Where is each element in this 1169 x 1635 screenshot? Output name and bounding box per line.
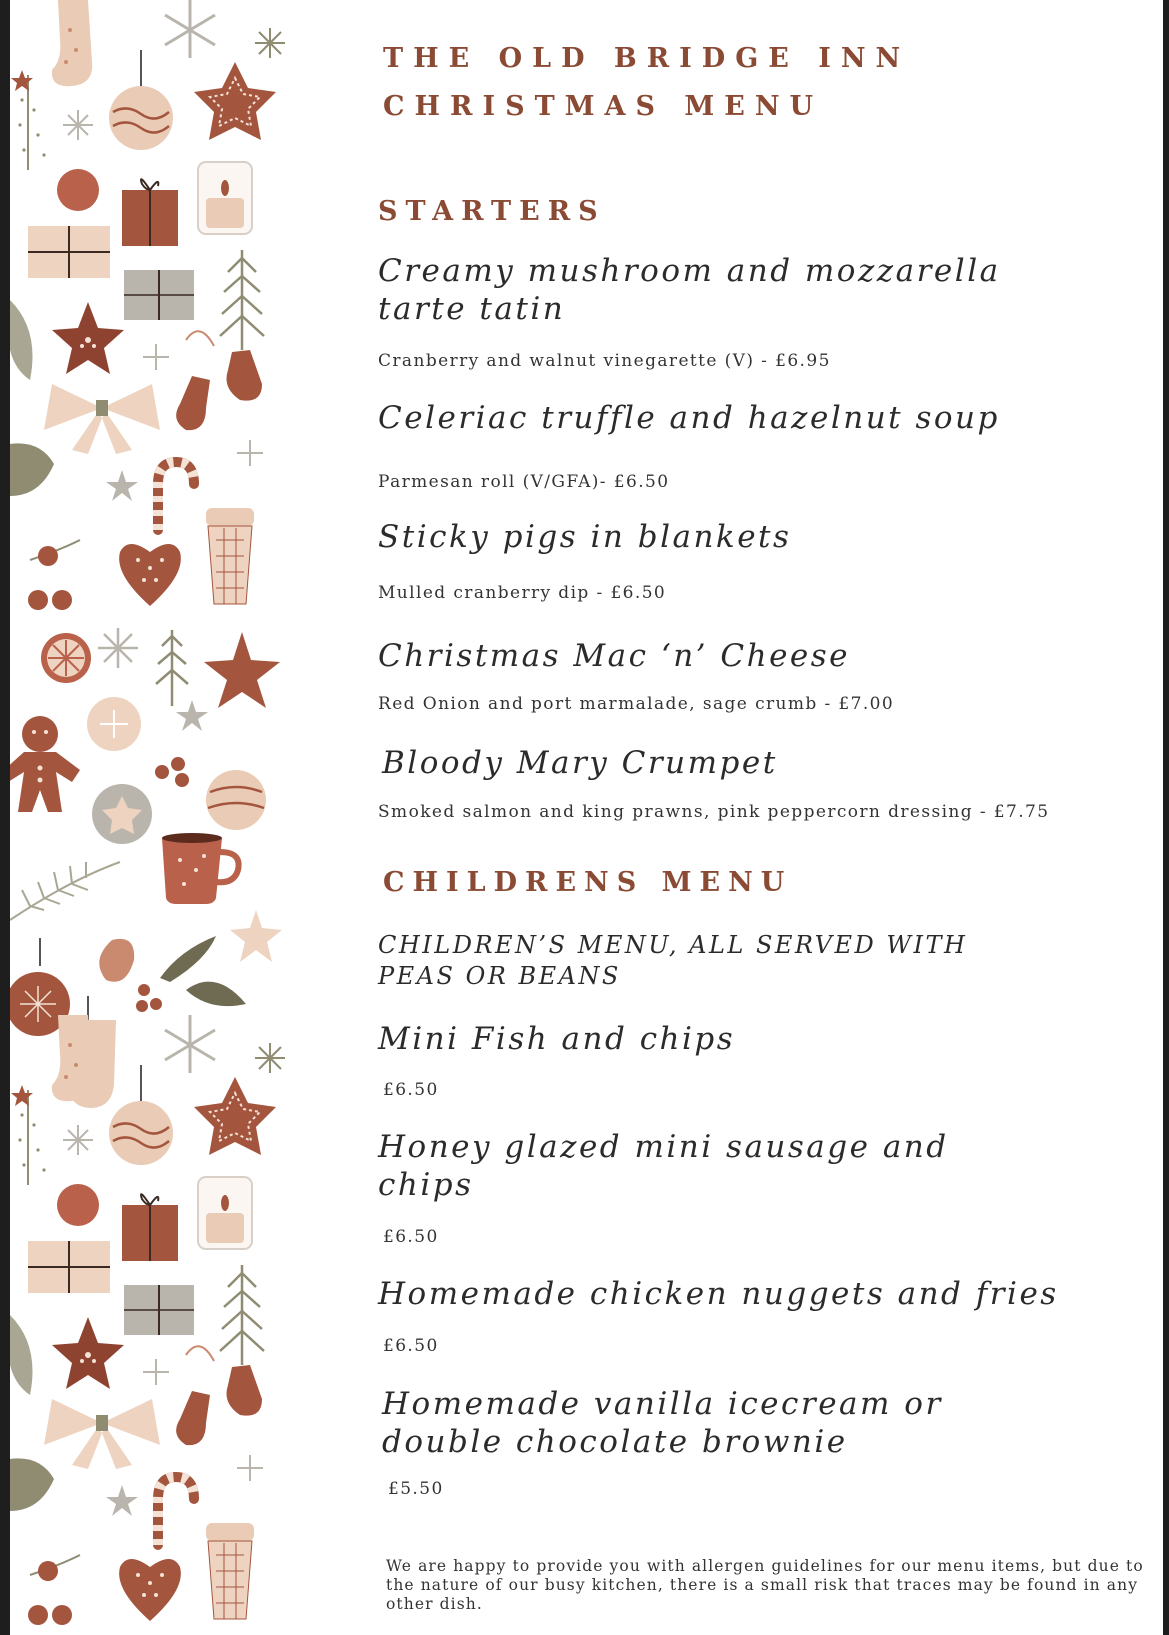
starter-4-detail: Red Onion and port marmalade, sage crumb - £7.00 <box>378 694 895 714</box>
starter-4-name: Christmas Mac ‘n’ Cheese <box>378 638 851 674</box>
starter-1-name: Creamy mushroom and mozzarella tarte tatin <box>378 253 1001 327</box>
menu-page <box>10 0 1163 1635</box>
childrens-heading: CHILDRENS MENU <box>383 867 793 898</box>
kids-3-price: £6.50 <box>383 1336 439 1356</box>
starter-1-detail: Cranberry and walnut vinegarette (V) - £6.95 <box>378 351 831 371</box>
starter-3-name: Sticky pigs in blankets <box>378 519 792 555</box>
kids-3-name: Homemade chicken nuggets and fries <box>378 1276 1059 1312</box>
menu-content <box>10 0 1163 1635</box>
starter-3-detail: Mulled cranberry dip - £6.50 <box>378 583 667 603</box>
starter-2-detail: Parmesan roll (V/GFA)- £6.50 <box>378 472 670 492</box>
starters-heading: STARTERS <box>378 196 606 227</box>
window-frame-left <box>0 0 10 1635</box>
kids-4-name: Homemade vanilla icecream or double chocolate brownie <box>382 1386 943 1460</box>
window-frame-right <box>1163 0 1169 1635</box>
restaurant-name: THE OLD BRIDGE INN <box>383 43 911 74</box>
kids-2-name: Honey glazed mini sausage and chips <box>378 1129 949 1203</box>
childrens-intro: CHILDREN’S MENU, ALL SERVED WITH PEAS OR BEANS <box>378 931 968 990</box>
kids-2-price: £6.50 <box>383 1227 439 1247</box>
allergen-note: We are happy to provide you with allergen guidelines for our menu items, but due to the nature of our busy kitchen, there is a small risk that traces may be found in any other dish. <box>386 1557 1144 1613</box>
starter-2-name: Celeriac truffle and hazelnut soup <box>378 400 1000 436</box>
kids-1-price: £6.50 <box>383 1080 439 1100</box>
menu-title: CHRISTMAS MENU <box>383 91 824 122</box>
starter-5-detail: Smoked salmon and king prawns, pink peppercorn dressing - £7.75 <box>378 802 1050 822</box>
kids-4-price: £5.50 <box>388 1479 444 1499</box>
kids-1-name: Mini Fish and chips <box>378 1021 736 1057</box>
starter-5-name: Bloody Mary Crumpet <box>382 745 778 781</box>
